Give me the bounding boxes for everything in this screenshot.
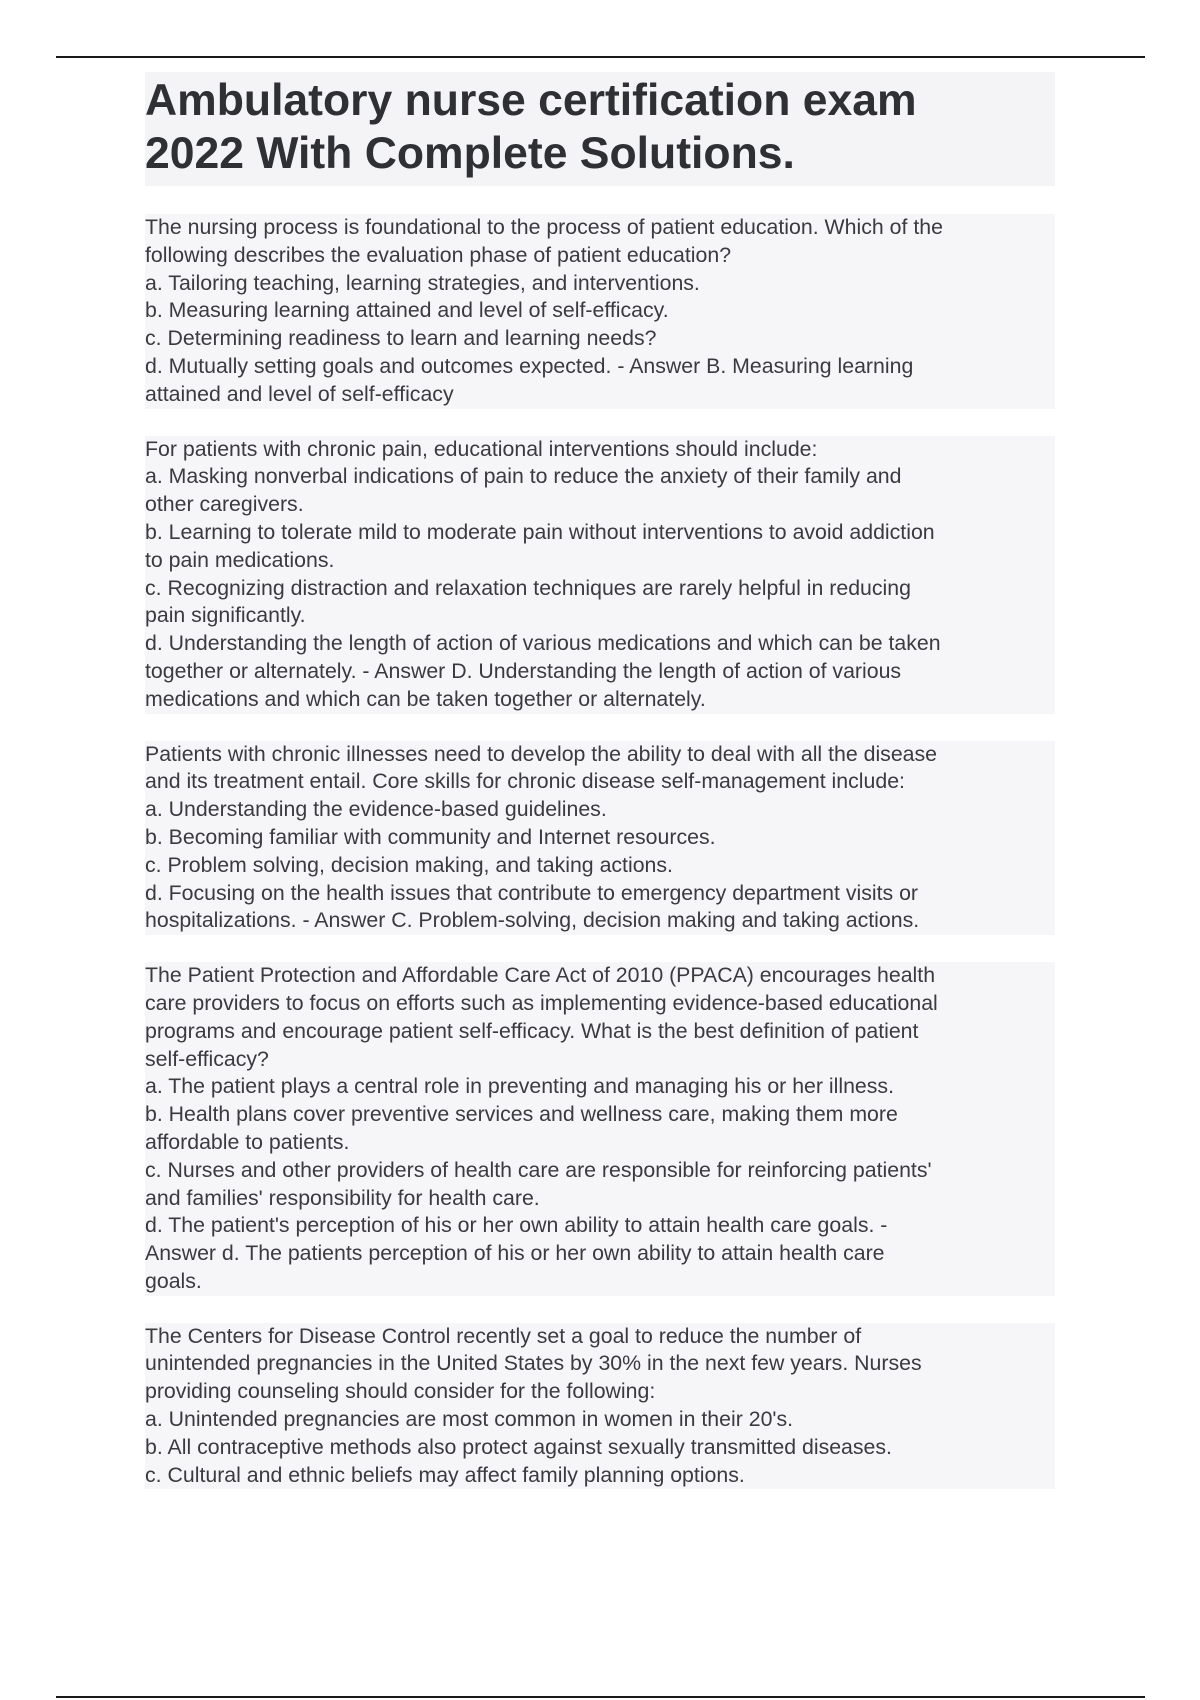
- answer-line: Answer d. The patients perception of his or her own ability to attain health care: [145, 1240, 1055, 1268]
- option-line: c. Problem solving, decision making, and taking actions.: [145, 852, 1055, 880]
- option-line: other caregivers.: [145, 491, 1055, 519]
- option-line: a. Tailoring teaching, learning strategies, and interventions.: [145, 270, 1055, 298]
- title-line: 2022 With Complete Solutions.: [145, 129, 795, 178]
- option-line: c. Recognizing distraction and relaxation techniques are rarely helpful in reducing: [145, 575, 1055, 603]
- option-answer-line: d. The patient's perception of his or her own ability to attain health care goals. -: [145, 1212, 1055, 1240]
- answer-line: hospitalizations. - Answer C. Problem-solving, decision making and taking actions.: [145, 907, 1055, 935]
- question-text-line: self-efficacy?: [145, 1046, 1055, 1074]
- answer-line: medications and which can be taken together or alternately.: [145, 686, 1055, 714]
- option-line: c. Cultural and ethnic beliefs may affect family planning options.: [145, 1462, 1055, 1490]
- document-title: [145, 72, 1055, 186]
- option-line: b. All contraceptive methods also protect against sexually transmitted diseases.: [145, 1434, 1055, 1462]
- option-line: c. Determining readiness to learn and learning needs?: [145, 325, 1055, 353]
- question-text-line: The nursing process is foundational to the process of patient education. Which of the: [145, 214, 1055, 242]
- question-text-line: Patients with chronic illnesses need to develop the ability to deal with all the disease: [145, 741, 1055, 769]
- option-answer-line: together or alternately. - Answer D. Understanding the length of action of various: [145, 658, 1055, 686]
- option-line: a. The patient plays a central role in preventing and managing his or her illness.: [145, 1073, 1055, 1101]
- option-line: d. Focusing on the health issues that contribute to emergency department visits or: [145, 880, 1055, 908]
- answer-line: attained and level of self-efficacy: [145, 381, 1055, 409]
- question-block: [145, 962, 1055, 1296]
- question-text-line: care providers to focus on efforts such as implementing evidence-based educational: [145, 990, 1055, 1018]
- question-text-line: providing counseling should consider for the following:: [145, 1378, 1055, 1406]
- top-rule: [56, 56, 1145, 58]
- question-block: [145, 436, 1055, 714]
- option-line: a. Understanding the evidence-based guidelines.: [145, 796, 1055, 824]
- bottom-rule: [56, 1696, 1145, 1698]
- option-line: b. Measuring learning attained and level of self-efficacy.: [145, 297, 1055, 325]
- option-line: b. Becoming familiar with community and Internet resources.: [145, 824, 1055, 852]
- option-line: b. Health plans cover preventive services and wellness care, making them more: [145, 1101, 1055, 1129]
- option-line: to pain medications.: [145, 547, 1055, 575]
- question-text-line: following describes the evaluation phase of patient education?: [145, 242, 1055, 270]
- question-block: [145, 741, 1055, 936]
- option-line: b. Learning to tolerate mild to moderate pain without interventions to avoid addiction: [145, 519, 1055, 547]
- question-text-line: unintended pregnancies in the United States by 30% in the next few years. Nurses: [145, 1350, 1055, 1378]
- option-line: a. Masking nonverbal indications of pain to reduce the anxiety of their family and: [145, 463, 1055, 491]
- question-block: [145, 214, 1055, 409]
- answer-line: goals.: [145, 1268, 1055, 1296]
- option-line: affordable to patients.: [145, 1129, 1055, 1157]
- question-text-line: and its treatment entail. Core skills for chronic disease self-management include:: [145, 768, 1055, 796]
- document-body: [145, 72, 1055, 1516]
- question-block: [145, 1323, 1055, 1490]
- option-line: and families' responsibility for health care.: [145, 1185, 1055, 1213]
- option-answer-line: d. Mutually setting goals and outcomes expected. - Answer B. Measuring learning: [145, 353, 1055, 381]
- option-line: c. Nurses and other providers of health care are responsible for reinforcing patients': [145, 1157, 1055, 1185]
- option-line: pain significantly.: [145, 602, 1055, 630]
- title-line: Ambulatory nurse certification exam: [145, 76, 917, 125]
- question-text-line: The Centers for Disease Control recently set a goal to reduce the number of: [145, 1323, 1055, 1351]
- question-text-line: programs and encourage patient self-efficacy. What is the best definition of patient: [145, 1018, 1055, 1046]
- option-line: a. Unintended pregnancies are most common in women in their 20's.: [145, 1406, 1055, 1434]
- question-text-line: The Patient Protection and Affordable Care Act of 2010 (PPACA) encourages health: [145, 962, 1055, 990]
- question-text-line: For patients with chronic pain, educational interventions should include:: [145, 436, 1055, 464]
- question-list: [145, 214, 1055, 1489]
- option-line: d. Understanding the length of action of various medications and which can be taken: [145, 630, 1055, 658]
